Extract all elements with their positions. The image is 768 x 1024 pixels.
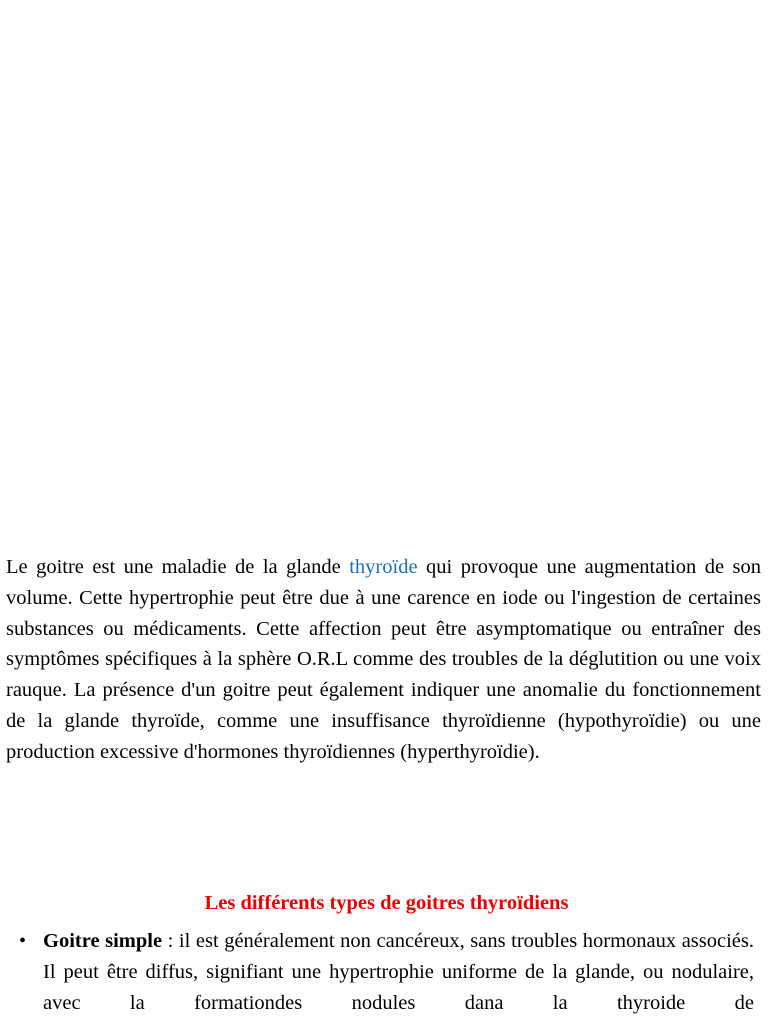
thyroide-link[interactable]: thyroïde	[349, 556, 418, 578]
list-item-text: il est généralement non cancéreux, sans troubles hormonaux associés. Il peut être diffus, signifiant une hypertrophie uniforme de la glande, ou nodulaire, avec la formationdes nodules dana la thyroide de	[43, 930, 754, 1014]
intro-text-start: Le goitre est une maladie de la glande	[6, 556, 350, 578]
goitre-types-list	[19, 926, 754, 1018]
section-heading: Les différents types de goitres thyroïdiens	[204, 892, 569, 914]
list-item-separator: :	[162, 930, 179, 952]
list-item-goitre-simple	[19, 926, 754, 1018]
bullet-icon: •	[19, 930, 27, 952]
intro-paragraph	[6, 552, 761, 768]
intro-text-end: qui provoque une augmentation de son volume. Cette hypertrophie peut être due à une carence en iode ou l'ingestion de certaines substances ou médicaments. Cette affection peut être asymptomatique ou entraîner des symptômes spécifiques à la sphère O.R.L comme des troubles de la déglutition ou une voix rauque. La présence d'un goitre peut également indiquer une anomalie du fonctionnement de la glande thyroïde, comme une insuffisance thyroïdienne (hypothyroïdie) ou une production excessive d'hormones thyroïdiennes (hyperthyroïdie).	[6, 556, 761, 763]
list-item-term: Goitre simple	[43, 930, 163, 952]
